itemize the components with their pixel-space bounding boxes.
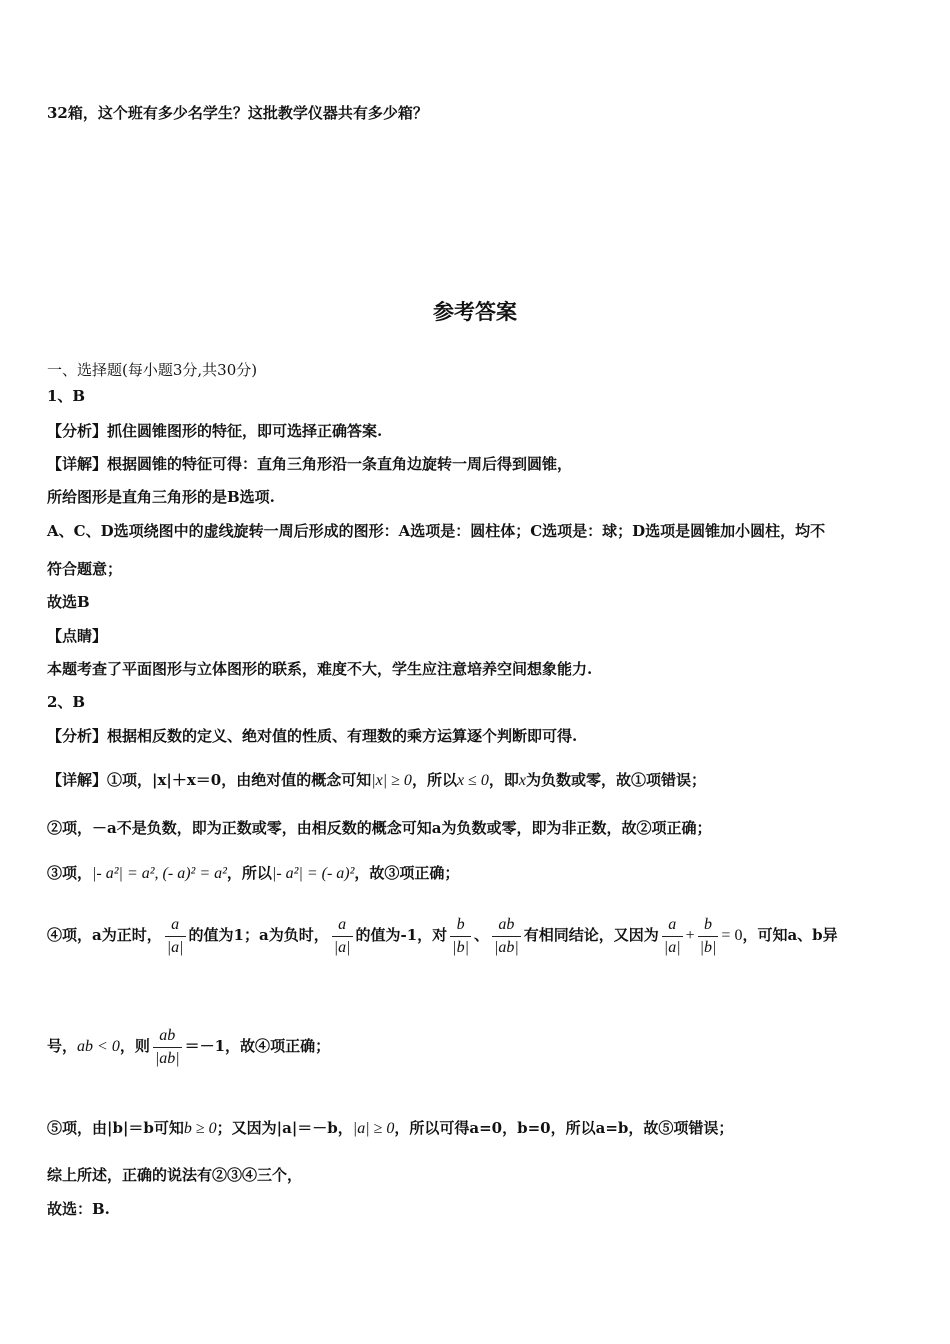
q2-line3-text-a: ③项， [47, 864, 93, 882]
fraction-numerator: ab [498, 915, 515, 933]
q2-line1-text-a: 【详解】①项，|x|＋x＝0，由绝对值的概念可知 [47, 771, 372, 789]
q2-choose: 故选：B. [47, 1200, 110, 1218]
fraction-b-over-abs-b [450, 915, 471, 958]
q2-line4-text-a: ④项，a为正时， [47, 926, 162, 944]
q2-line6-math-abs-a-ge-0: |a| ≥ 0 [352, 1120, 395, 1137]
q1-detail2: 所给图形是直角三角形的是B选项. [47, 488, 275, 506]
q2-line6-math-b-ge-0: b ≥ 0 [183, 1120, 217, 1137]
plus-sign: + [685, 927, 695, 944]
q2-line4-text-c: 的值为-1，对 [355, 926, 448, 944]
q2-line3-math-2: |- a²| = (- a)² [271, 865, 355, 882]
fraction-numerator: a [668, 915, 677, 933]
fraction-ab-over-abs-ab [492, 915, 521, 958]
fraction-numerator: b [704, 915, 713, 933]
q2-line4-text-e: ，可知a、b异 [742, 926, 838, 944]
q2-line5-text-a: 号， [47, 1037, 78, 1055]
q2-line1-text-d: 为负数或零，故①项错误； [525, 771, 706, 789]
top-question: 32箱，这个班有多少名学生？这批教学仪器共有多少箱？ [47, 104, 428, 122]
q2-line5-text-b: ，则 [119, 1037, 150, 1055]
fraction-numerator: a [338, 915, 347, 933]
q1-detail: 【详解】根据圆锥的特征可得：直角三角形沿一条直角边旋转一周后得到圆锥， [47, 455, 573, 473]
fraction-denominator: |a| [332, 936, 353, 958]
q2-line1 [47, 770, 706, 791]
q2-head: 2、B [47, 693, 86, 711]
q2-line1-math-x: x [518, 772, 526, 789]
q2-line1-text-b: ，所以 [411, 771, 457, 789]
q2-line6 [47, 1118, 733, 1139]
q2-line4-text-d: 有相同结论，又因为 [523, 926, 659, 944]
q2-summary: 综上所述，正确的说法有②③④三个， [47, 1166, 303, 1184]
q2-line1-math-abs-x: |x| ≥ 0 [371, 772, 412, 789]
fraction-denominator: |a| [662, 936, 683, 958]
q2-line1-text-c: ，即 [488, 771, 519, 789]
q1-choose: 故选B [47, 593, 90, 611]
q2-analysis: 【分析】根据相反数的定义、绝对值的性质、有理数的乘方运算逐个判断即可得. [47, 727, 578, 745]
fraction-b-over-abs-b-2 [698, 915, 719, 958]
q1-detail3a: A、C、D选项绕图中的虚线旋转一周后形成的图形：A选项是：圆柱体；C选项是：球；D选项是圆锥加小圆柱，均不 [47, 522, 826, 540]
q2-line6-text-b: ；又因为|a|＝－b， [216, 1119, 353, 1137]
q1-comment-head: 【点睛】 [47, 627, 108, 645]
q2-line5-math-ab-lt-0: ab < 0 [77, 1038, 120, 1055]
fraction-a-over-abs-a [165, 915, 186, 958]
q2-line1-math-x-le-0: x ≤ 0 [456, 772, 489, 789]
fraction-denominator: |ab| [153, 1047, 182, 1069]
separator: 、 [473, 926, 489, 944]
q2-line4-text-b: 的值为1；a为负时， [188, 926, 329, 944]
section-heading: 一、选择题(每小题3分,共30分) [47, 361, 258, 379]
q1-analysis: 【分析】抓住圆锥图形的特征，即可选择正确答案. [47, 422, 383, 440]
q2-line6-text-a: ⑤项，由|b|＝b可知 [47, 1119, 184, 1137]
fraction-numerator: ab [159, 1026, 176, 1044]
q2-line3 [47, 863, 459, 884]
equals-zero: = 0 [721, 927, 743, 944]
fraction-a-over-abs-a-2 [332, 915, 353, 958]
answer-title: 参考答案 [433, 300, 517, 324]
fraction-denominator: |a| [165, 936, 186, 958]
q2-line5 [47, 1024, 330, 1069]
q2-line3-text-b: ，所以 [226, 864, 272, 882]
q2-line3-text-c: ，故③项正确； [354, 864, 460, 882]
q2-line6-text-c: ，所以可得a=0，b=0，所以a=b，故⑤项错误； [394, 1119, 734, 1137]
fraction-numerator: a [171, 915, 180, 933]
q2-line2: ②项，－a不是负数，即为正数或零，由相反数的概念可知a为负数或零，即为非正数，故②项正确； [47, 819, 712, 837]
fraction-numerator: b [456, 915, 465, 933]
fraction-denominator: |b| [450, 936, 471, 958]
q2-line3-math-1: |- a²| = a², (- a)² = a² [92, 865, 227, 882]
fraction-a-over-abs-a-3 [662, 915, 683, 958]
q2-line4 [47, 913, 838, 958]
fraction-ab-over-abs-ab-2 [153, 1026, 182, 1069]
fraction-denominator: |b| [698, 936, 719, 958]
q1-detail3b: 符合题意； [47, 560, 123, 578]
q1-comment: 本题考查了平面图形与立体图形的联系，难度不大，学生应注意培养空间想象能力. [47, 660, 593, 678]
q1-head: 1、B [47, 387, 86, 405]
q2-line5-text-c: ＝－1，故④项正确； [184, 1037, 331, 1055]
fraction-denominator: |ab| [492, 936, 521, 958]
